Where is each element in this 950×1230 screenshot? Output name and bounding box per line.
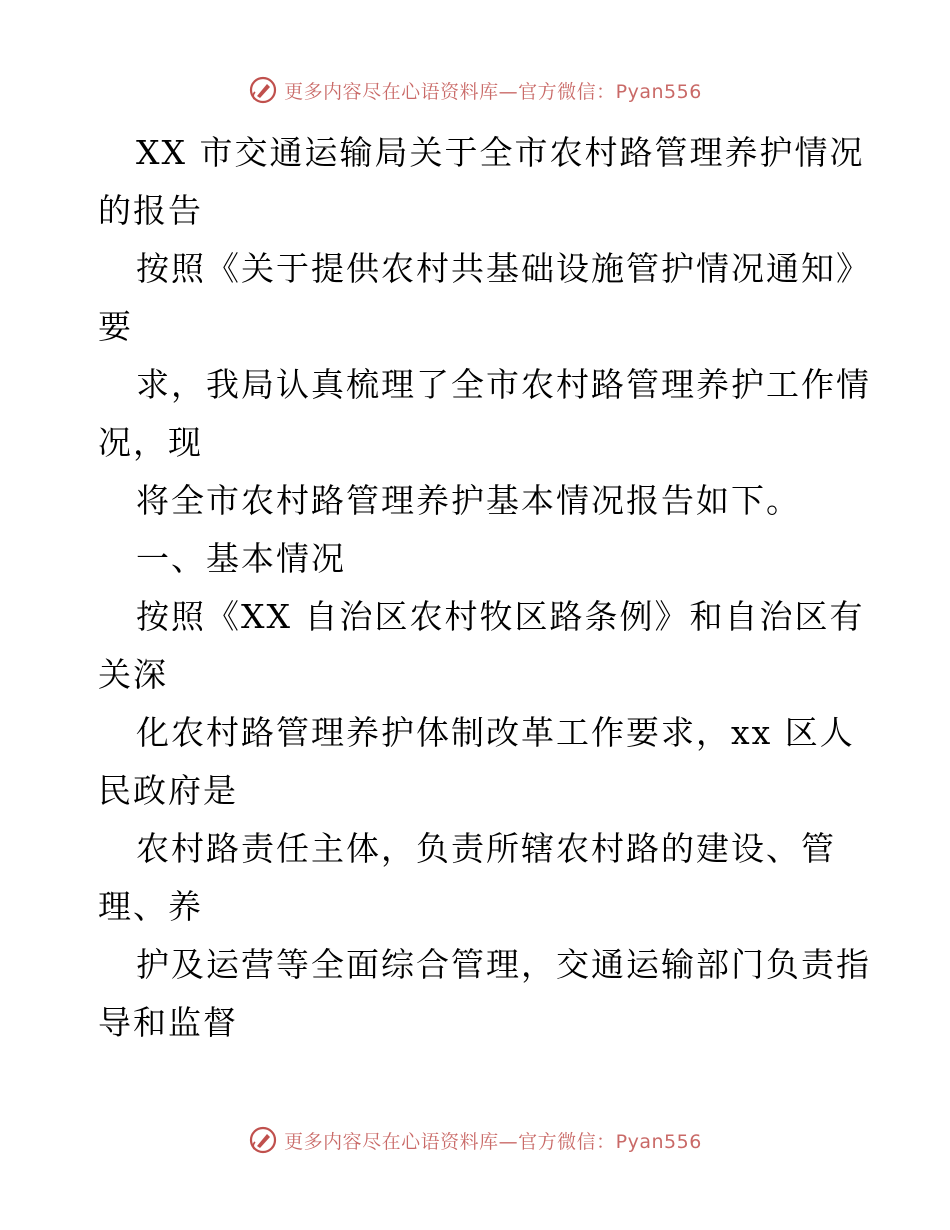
watermark-banner-bottom (0, 1120, 950, 1160)
document-line: 按照《XX 自治区农村牧区路条例》和自治区有 (136, 597, 865, 636)
document-line: 况，现 (98, 423, 203, 462)
watermark-banner-top (0, 70, 950, 110)
document-line: 的报告 (98, 191, 203, 230)
document-line: 将全市农村路管理养护基本情况报告如下。 (136, 481, 801, 520)
pen-circle-logo-icon (248, 1125, 278, 1155)
document-line: 导和监督 (98, 1003, 238, 1042)
document-line: 关深 (98, 655, 168, 694)
document-body (98, 124, 871, 1052)
pen-circle-logo-icon (248, 75, 278, 105)
document-line: 化农村路管理养护体制改革工作要求，xx 区人 (136, 713, 855, 752)
document-line: 按照《关于提供农村共基础设施管护情况通知》 (136, 249, 871, 288)
document-line: 护及运营等全面综合管理，交通运输部门负责指 (136, 945, 871, 984)
watermark-text: 更多内容尽在心语资料库—官方微信：Pyan556 (284, 1130, 702, 1153)
document-line: 民政府是 (98, 771, 238, 810)
document-line: 求，我局认真梳理了全市农村路管理养护工作情 (136, 365, 871, 404)
document-line: XX 市交通运输局关于全市农村路管理养护情况 (136, 133, 865, 172)
document-line: 要 (98, 307, 133, 346)
document-line: 理、养 (98, 887, 203, 926)
document-line: 农村路责任主体，负责所辖农村路的建设、管 (136, 829, 836, 868)
document-line: 一、基本情况 (136, 539, 346, 578)
watermark-text: 更多内容尽在心语资料库—官方微信：Pyan556 (284, 80, 702, 103)
